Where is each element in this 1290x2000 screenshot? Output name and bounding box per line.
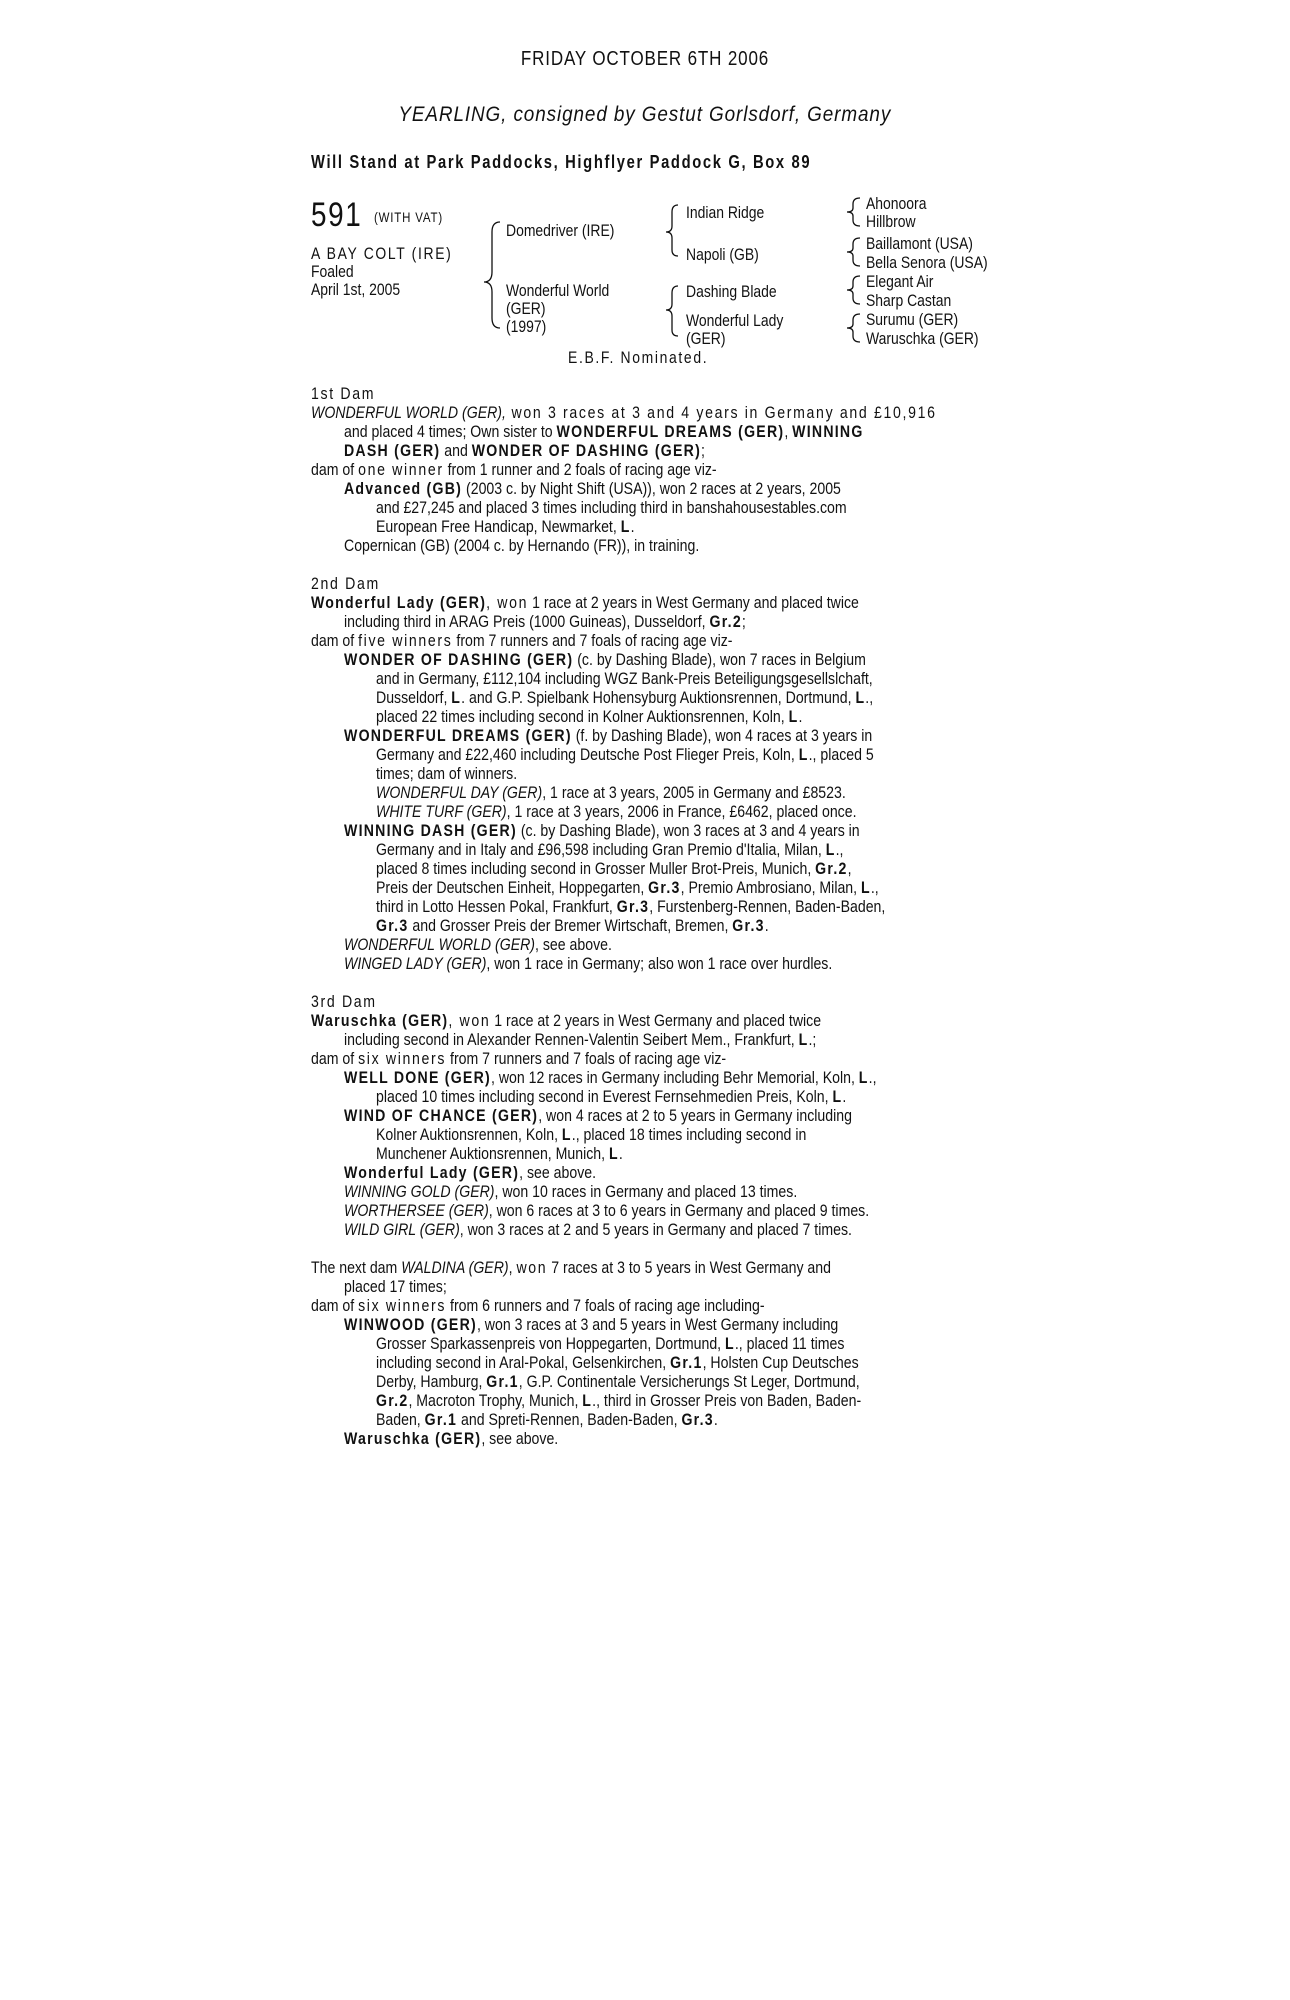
next-dam-line: Derby, Hamburg, Gr.1, G.P. Continentale Versicherungs St Leger, Dortmund, bbox=[376, 1372, 860, 1391]
pedigree-dam-line2: (GER) bbox=[506, 299, 546, 318]
third-dam-line: dam of six winners from 7 runners and 7 foals of racing age viz- bbox=[311, 1049, 727, 1068]
first-dam-line: Advanced (GB) (2003 c. by Night Shift (USA)), won 2 races at 2 years, 2005 bbox=[344, 479, 841, 498]
next-dam-line: The next dam WALDINA (GER), won 7 races at 3 to 5 years in West Germany and bbox=[311, 1258, 831, 1277]
pedigree-sss: Ahonoora bbox=[866, 194, 927, 213]
pedigree-sds: Baillamont (USA) bbox=[866, 234, 973, 253]
second-dam-line: WHITE TURF (GER), 1 race at 3 years, 2006 in France, £6462, placed once. bbox=[376, 802, 857, 821]
third-dam-line: WIND OF CHANCE (GER), won 4 races at 2 to 5 years in Germany including bbox=[344, 1106, 852, 1125]
first-dam-line: DASH (GER) and WONDER OF DASHING (GER); bbox=[344, 441, 705, 460]
lot-number: 591 bbox=[311, 196, 363, 234]
second-dam-line: WINGED LADY (GER), won 1 race in Germany; also won 1 race over hurdles. bbox=[344, 954, 833, 973]
pedigree-brackets bbox=[0, 0, 1290, 400]
second-dam-line: placed 22 times including second in Kolner Auktionsrennen, Koln, L. bbox=[376, 707, 803, 726]
next-dam-line: Baden, Gr.1 and Spreti-Rennen, Baden-Baden, Gr.3. bbox=[376, 1410, 718, 1429]
pedigree-dsd: Sharp Castan bbox=[866, 291, 952, 310]
third-dam-line: WILD GIRL (GER), won 3 races at 2 and 5 years in Germany and placed 7 times. bbox=[344, 1220, 852, 1239]
first-dam-line: European Free Handicap, Newmarket, L. bbox=[376, 517, 635, 536]
next-dam-line: Grosser Sparkassenpreis von Hoppegarten, Dortmund, L., placed 11 times bbox=[376, 1334, 845, 1353]
second-dam-line: WONDERFUL WORLD (GER), see above. bbox=[344, 935, 612, 954]
foaled-label: Foaled bbox=[311, 262, 354, 281]
second-dam-line: times; dam of winners. bbox=[376, 764, 518, 783]
third-dam-line: Munchener Auktionsrennen, Munich, L. bbox=[376, 1144, 623, 1163]
first-dam-line: Copernican (GB) (2004 c. by Hernando (FR)), in training. bbox=[344, 536, 700, 555]
pedigree-ddd: Waruschka (GER) bbox=[866, 329, 979, 348]
next-dam-line: dam of six winners from 6 runners and 7 foals of racing age including- bbox=[311, 1296, 765, 1315]
pedigree-sire: Domedriver (IRE) bbox=[506, 221, 615, 240]
pedigree-sire-sire: Indian Ridge bbox=[686, 203, 765, 222]
sale-date: FRIDAY OCTOBER 6TH 2006 bbox=[520, 48, 770, 70]
first-dam-line: WONDERFUL WORLD (GER), won 3 races at 3 and 4 years in Germany and £10,916 bbox=[311, 403, 937, 422]
second-dam-line: WINNING DASH (GER) (c. by Dashing Blade), won 3 races at 3 and 4 years in bbox=[344, 821, 860, 840]
third-dam-line: Kolner Auktionsrennen, Koln, L., placed 18 times including second in bbox=[376, 1125, 807, 1144]
second-dam-line: Dusseldorf, L. and G.P. Spielbank Hohensyburg Auktionsrennen, Dortmund, L., bbox=[376, 688, 874, 707]
third-dam-line: WELL DONE (GER), won 12 races in Germany including Behr Memorial, Koln, L., bbox=[344, 1068, 877, 1087]
lot-title: A BAY COLT (IRE) bbox=[311, 244, 453, 263]
pedigree-dds: Surumu (GER) bbox=[866, 310, 959, 329]
pedigree-dam-dam-line2: (GER) bbox=[686, 329, 726, 348]
second-dam-line: Germany and £22,460 including Deutsche Post Flieger Preis, Koln, L., placed 5 bbox=[376, 745, 874, 764]
pedigree-ssd: Hillbrow bbox=[866, 212, 916, 231]
first-dam-line: dam of one winner from 1 runner and 2 foals of racing age viz- bbox=[311, 460, 717, 479]
third-dam-line: including second in Alexander Rennen-Valentin Seibert Mem., Frankfurt, L.; bbox=[344, 1030, 817, 1049]
next-dam-line: placed 17 times; bbox=[344, 1277, 447, 1296]
third-dam-line: WORTHERSEE (GER), won 6 races at 3 to 6 years in Germany and placed 9 times. bbox=[344, 1201, 870, 1220]
second-dam-line: placed 8 times including second in Grosser Muller Brot-Preis, Munich, Gr.2, bbox=[376, 859, 852, 878]
next-dam-line: Gr.2, Macroton Trophy, Munich, L., third in Grosser Preis von Baden, Baden- bbox=[376, 1391, 862, 1410]
third-dam-line: placed 10 times including second in Everest Fernsehmedien Preis, Koln, L. bbox=[376, 1087, 847, 1106]
third-dam-line: Wonderful Lady (GER), see above. bbox=[344, 1163, 597, 1182]
catalogue-body bbox=[311, 384, 971, 1448]
next-dam-line: WINWOOD (GER), won 3 races at 3 and 5 years in West Germany including bbox=[344, 1315, 839, 1334]
pedigree-dam-line3: (1997) bbox=[506, 317, 547, 336]
pedigree-sire-dam: Napoli (GB) bbox=[686, 245, 759, 264]
second-dam-line: Wonderful Lady (GER), won 1 race at 2 years in West Germany and placed twice bbox=[311, 593, 859, 612]
pedigree-dam-sire: Dashing Blade bbox=[686, 282, 777, 301]
second-dam-line: third in Lotto Hessen Pokal, Frankfurt, Gr.3, Furstenberg-Rennen, Baden-Baden, bbox=[376, 897, 886, 916]
first-dam-line: and £27,245 and placed 3 times including third in banshahousestables.com bbox=[376, 498, 847, 517]
next-dam-line: Waruschka (GER), see above. bbox=[344, 1429, 559, 1448]
foaled-date: April 1st, 2005 bbox=[311, 280, 401, 299]
second-dam-heading: 2nd Dam bbox=[311, 574, 380, 593]
first-dam-line: and placed 4 times; Own sister to WONDERFUL DREAMS (GER), WINNING bbox=[344, 422, 864, 441]
vat-note: (WITH VAT) bbox=[374, 209, 443, 225]
third-dam-line: WINNING GOLD (GER), won 10 races in Germany and placed 13 times. bbox=[344, 1182, 798, 1201]
third-dam-heading: 3rd Dam bbox=[311, 992, 377, 1011]
third-dam-line: Waruschka (GER), won 1 race at 2 years in West Germany and placed twice bbox=[311, 1011, 822, 1030]
pedigree-dam-line1: Wonderful World bbox=[506, 281, 610, 300]
second-dam-line: WONDER OF DASHING (GER) (c. by Dashing Blade), won 7 races in Belgium bbox=[344, 650, 866, 669]
second-dam-line: and in Germany, £112,104 including WGZ Bank-Preis Beteiligungsgesellslchaft, bbox=[376, 669, 873, 688]
second-dam-line: WONDERFUL DREAMS (GER) (f. by Dashing Blade), won 4 races at 3 years in bbox=[344, 726, 873, 745]
pedigree-dss: Elegant Air bbox=[866, 272, 934, 291]
next-dam-line: including second in Aral-Pokal, Gelsenkirchen, Gr.1, Holsten Cup Deutsches bbox=[376, 1353, 859, 1372]
first-dam-heading: 1st Dam bbox=[311, 384, 376, 403]
pedigree-sdd: Bella Senora (USA) bbox=[866, 253, 988, 272]
second-dam-line: including third in ARAG Preis (1000 Guineas), Dusseldorf, Gr.2; bbox=[344, 612, 746, 631]
second-dam-line: Preis der Deutschen Einheit, Hoppegarten, Gr.3, Premio Ambrosiano, Milan, L., bbox=[376, 878, 879, 897]
consignor-line: YEARLING, consigned by Gestut Gorlsdorf, Germany bbox=[398, 103, 892, 126]
second-dam-line: dam of five winners from 7 runners and 7 foals of racing age viz- bbox=[311, 631, 733, 650]
second-dam-line: Germany and in Italy and £96,598 including Gran Premio d'Italia, Milan, L., bbox=[376, 840, 844, 859]
second-dam-line: WONDERFUL DAY (GER), 1 race at 3 years, 2005 in Germany and £8523. bbox=[376, 783, 846, 802]
second-dam-line: Gr.3 and Grosser Preis der Bremer Wirtschaft, Bremen, Gr.3. bbox=[376, 916, 769, 935]
pedigree-dam-dam-line1: Wonderful Lady bbox=[686, 311, 784, 330]
stand-location: Will Stand at Park Paddocks, Highflyer Paddock G, Box 89 bbox=[311, 152, 812, 172]
ebf-nominated: E.B.F. Nominated. bbox=[568, 348, 709, 367]
